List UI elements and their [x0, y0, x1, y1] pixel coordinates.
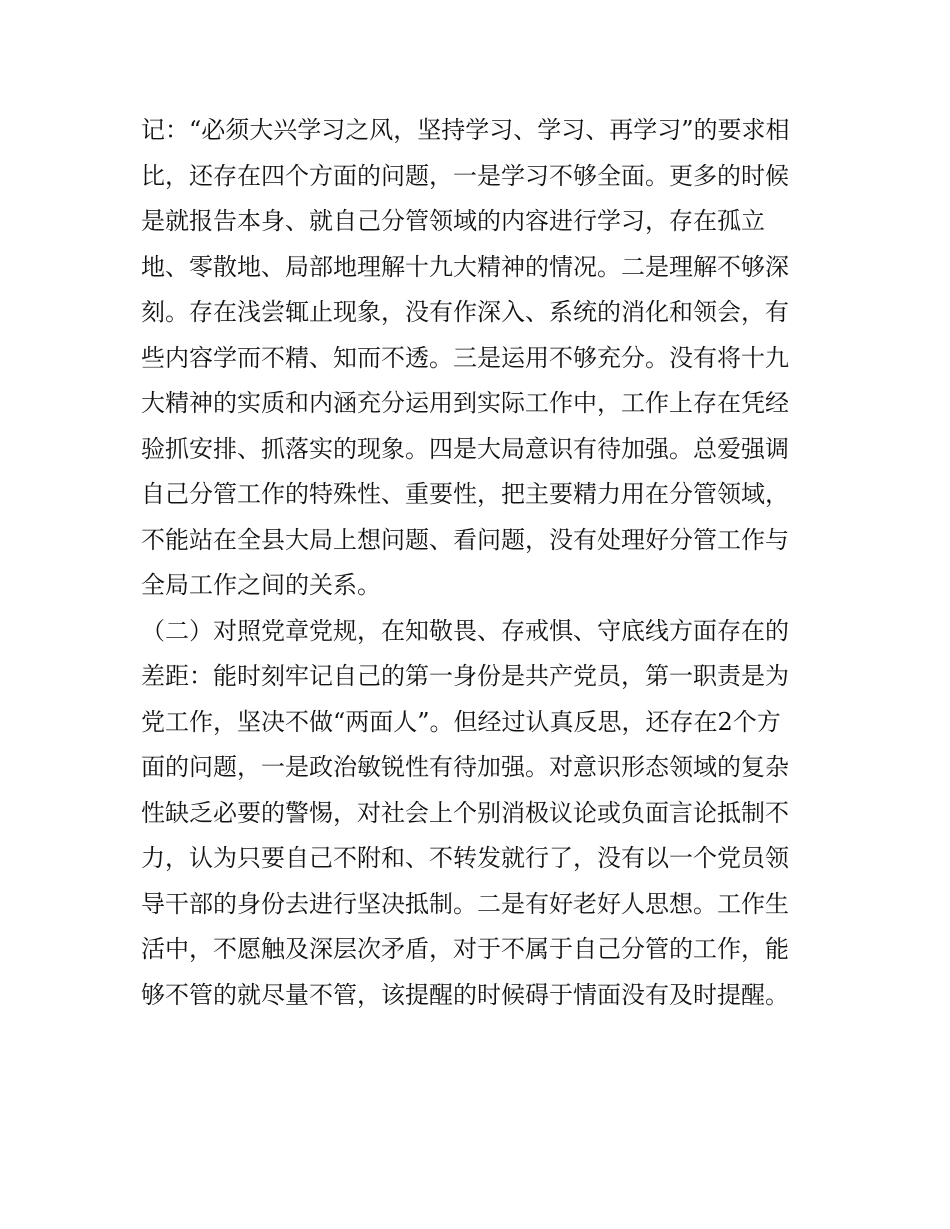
- text-line: 些内容学而不精、知而不透。三是运用不够充分。没有将十九: [141, 343, 789, 372]
- text-line: 是就报告本身、就自己分管领域的内容进行学习，存在孤立: [141, 207, 765, 235]
- text-line: 不能站在全县大局上想问题、看问题，没有处理好分管工作与: [141, 525, 789, 554]
- text-line: 党工作，坚决不做“两面人”。但经过认真反思，还存在2个方: [141, 707, 781, 736]
- text-line: 验抓安排、抓落实的现象。四是大局意识有待加强。总爱强调: [141, 434, 789, 463]
- text-line: 大精神的实质和内涵充分运用到实际工作中，工作上存在凭经: [141, 389, 789, 417]
- section-heading-line: （二）对照党章党规，在知敬畏、存戒惧、守底线方面存在的: [141, 616, 789, 645]
- text-line: 导干部的身份去进行坚决抵制。二是有好老好人思想。工作生: [141, 889, 789, 918]
- text-line: 性缺乏必要的警惕，对社会上个别消极议论或负面言论抵制不: [141, 798, 789, 827]
- text-line: 自己分管工作的特殊性、重要性，把主要精力用在分管领域，: [141, 480, 789, 508]
- text-line: 力，认为只要自己不附和、不转发就行了，没有以一个党员领: [141, 844, 789, 872]
- text-line: 地、零散地、局部地理解十九大精神的情况。二是理解不够深: [141, 252, 789, 281]
- text-line: 比，还存在四个方面的问题，一是学习不够全面。更多的时候: [141, 161, 789, 190]
- text-line: 刻。存在浅尝辄止现象，没有作深入、系统的消化和领会，有: [141, 298, 789, 326]
- body-text: [141, 108, 821, 1018]
- text-line: 差距：能时刻牢记自己的第一身份是共产党员，第一职责是为: [141, 662, 789, 690]
- text-line: 全局工作之间的关系。: [141, 571, 381, 599]
- text-line: 面的问题，一是政治敏锐性有待加强。对意识形态领域的复杂: [141, 753, 789, 781]
- text-line: 够不管的就尽量不管，该提醒的时候碍于情面没有及时提醒。: [141, 980, 789, 1009]
- text-line: 记：“必须大兴学习之风，坚持学习、学习、再学习”的要求相: [141, 116, 790, 144]
- text-line: 活中，不愿触及深层次矛盾，对于不属于自己分管的工作，能: [141, 935, 789, 963]
